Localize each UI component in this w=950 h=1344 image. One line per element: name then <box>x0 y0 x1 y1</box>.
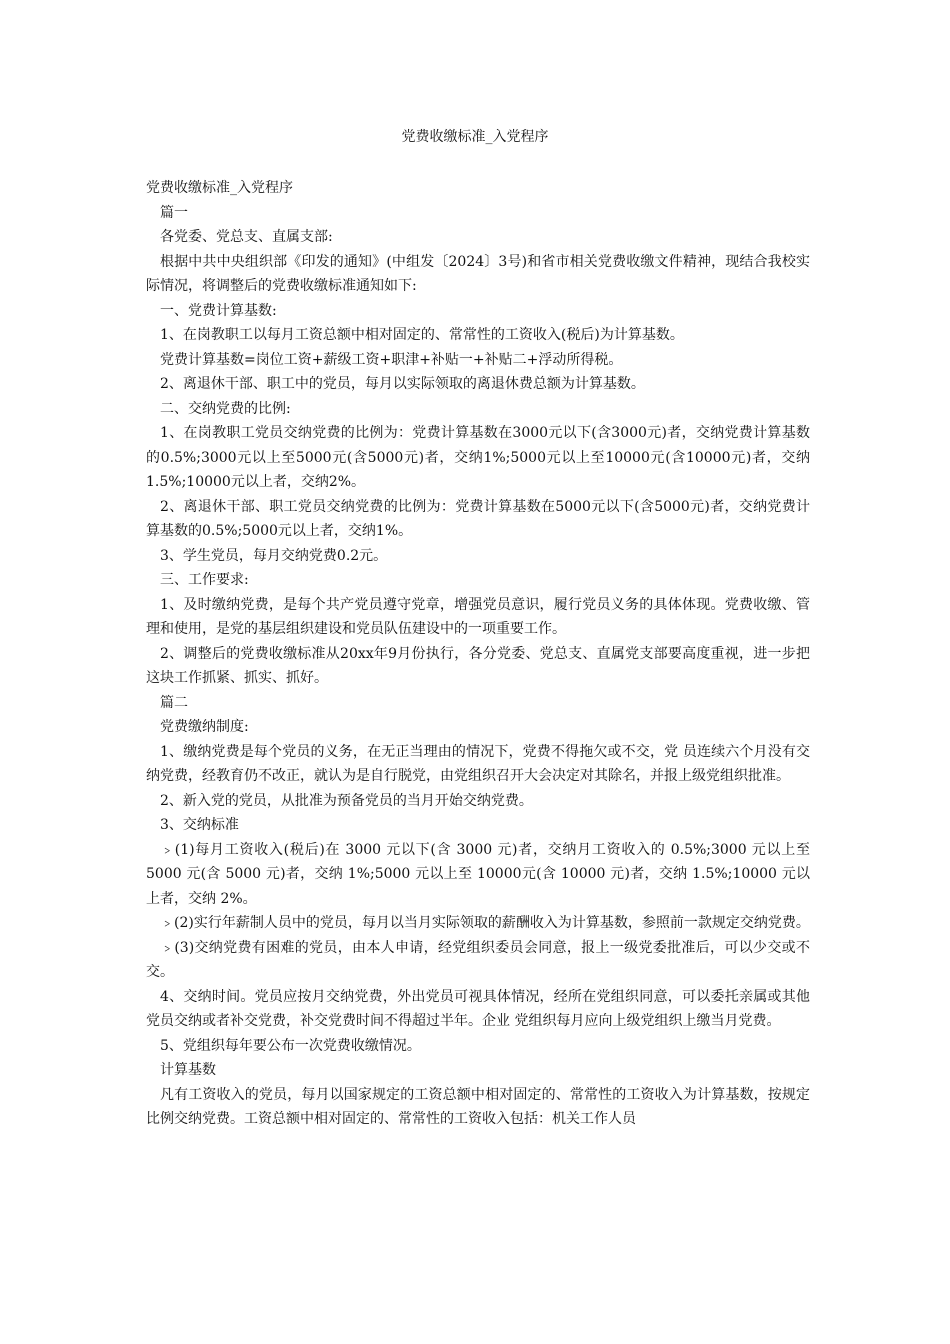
paragraph: 三、工作要求: <box>160 572 249 588</box>
paragraph: 凡有工资收入的党员，每月以国家规定的工资总额中相对固定的、常常性的工资收入为计算基数，按规定比例交纳党费。工资总额中相对固定的、常常性的工资收入包括：机关工作人员 <box>146 1086 810 1127</box>
section-heading-part-two: 篇二 <box>160 694 188 711</box>
paragraph: ﹥(2)实行年薪制人员中的党员，每月以当月实际领取的薪酬收入为计算基数，参照前一款规定交纳党费。 <box>160 915 810 931</box>
paragraph: 一、党费计算基数: <box>160 302 277 319</box>
paragraph: 3、交纳标准 <box>160 817 239 833</box>
body-heading: 党费收缴标准_入党程序 <box>146 180 293 196</box>
paragraph: 2、离退休干部、职工中的党员，每月以实际领取的离退休费总额为计算基数。 <box>160 376 645 392</box>
paragraph: 5、党组织每年要公布一次党费收缴情况。 <box>160 1037 421 1054</box>
paragraph: 1、缴纳党费是每个党员的义务，在无正当理由的情况下，党费不得拖欠或不交，党 员连续六个月没有交纳党费，经教育仍不改正，就认为是自行脱党，由党组织召开大会决定对其除名，并报上级党组织批准。 <box>146 743 810 784</box>
section-heading-part-one: 篇一 <box>160 204 188 221</box>
paragraph: 党费计算基数=岗位工资+薪级工资+职津+补贴一+补贴二+浮动所得税。 <box>160 351 623 368</box>
paragraph: 二、交纳党费的比例: <box>160 400 291 417</box>
paragraph: 1、在岗教职工党员交纳党费的比例为：党费计算基数在3000元以下(含3000元)者，交纳党费计算基数的0.5%;3000元以上至5000元(含5000元)者，交纳1%;5000元以上至10000元(含10000元)者，交纳1.5%;10000元以上者，交纳2%。 <box>146 425 810 490</box>
document-body <box>146 176 810 1132</box>
document-title: 党费收缴标准_入党程序 <box>401 129 549 145</box>
paragraph: 3、学生党员，每月交纳党费0.2元。 <box>160 547 388 564</box>
paragraph: 各党委、党总支、直属支部: <box>160 229 333 245</box>
paragraph: ﹥(1)每月工资收入(税后)在 3000 元以下(含 3000 元)者，交纳月工资收入的 0.5%;3000 元以上至 5000 元(含 5000 元)者，交纳 1%;5000 元以上至 10000元(含 10000 元)者，交纳 1.5%;10000 元以上者，交纳 2%。 <box>146 841 810 907</box>
paragraph: 计算基数 <box>160 1062 216 1078</box>
paragraph: 2、新入党的党员，从批准为预备党员的当月开始交纳党费。 <box>160 792 533 809</box>
paragraph: 根据中共中央组织部《印发的通知》(中组发〔2024〕3号)和省市相关党费收缴文件精神，现结合我校实际情况，将调整后的党费收缴标准通知如下: <box>146 253 810 294</box>
paragraph: 2、调整后的党费收缴标准从20xx年9月份执行，各分党委、党总支、直属党支部要高度重视，进一步把这块工作抓紧、抓实、抓好。 <box>146 645 810 686</box>
paragraph: 2、离退休干部、职工党员交纳党费的比例为：党费计算基数在5000元以下(含5000元)者，交纳党费计算基数的0.5%;5000元以上者，交纳1%。 <box>146 498 810 539</box>
paragraph: 1、在岗教职工以每月工资总额中相对固定的、常常性的工资收入(税后)为计算基数。 <box>160 327 684 343</box>
paragraph: 1、及时缴纳党费，是每个共产党员遵守党章，增强党员意识，履行党员义务的具体体现。党费收缴、管理和使用，是党的基层组织建设和党员队伍建设中的一项重要工作。 <box>146 596 810 637</box>
paragraph: 4、交纳时间。党员应按月交纳党费，外出党员可视具体情况，经所在党组织同意，可以委托亲属或其他党员交纳或者补交党费，补交党费时间不得超过半年。企业 党组织每月应向上级党组织上缴当月党费。 <box>146 988 810 1029</box>
paragraph: 党费缴纳制度: <box>160 719 249 735</box>
paragraph: ﹥(3)交纳党费有困难的党员，由本人申请，经党组织委员会同意，报上一级党委批准后，可以少交或不交。 <box>146 939 810 980</box>
